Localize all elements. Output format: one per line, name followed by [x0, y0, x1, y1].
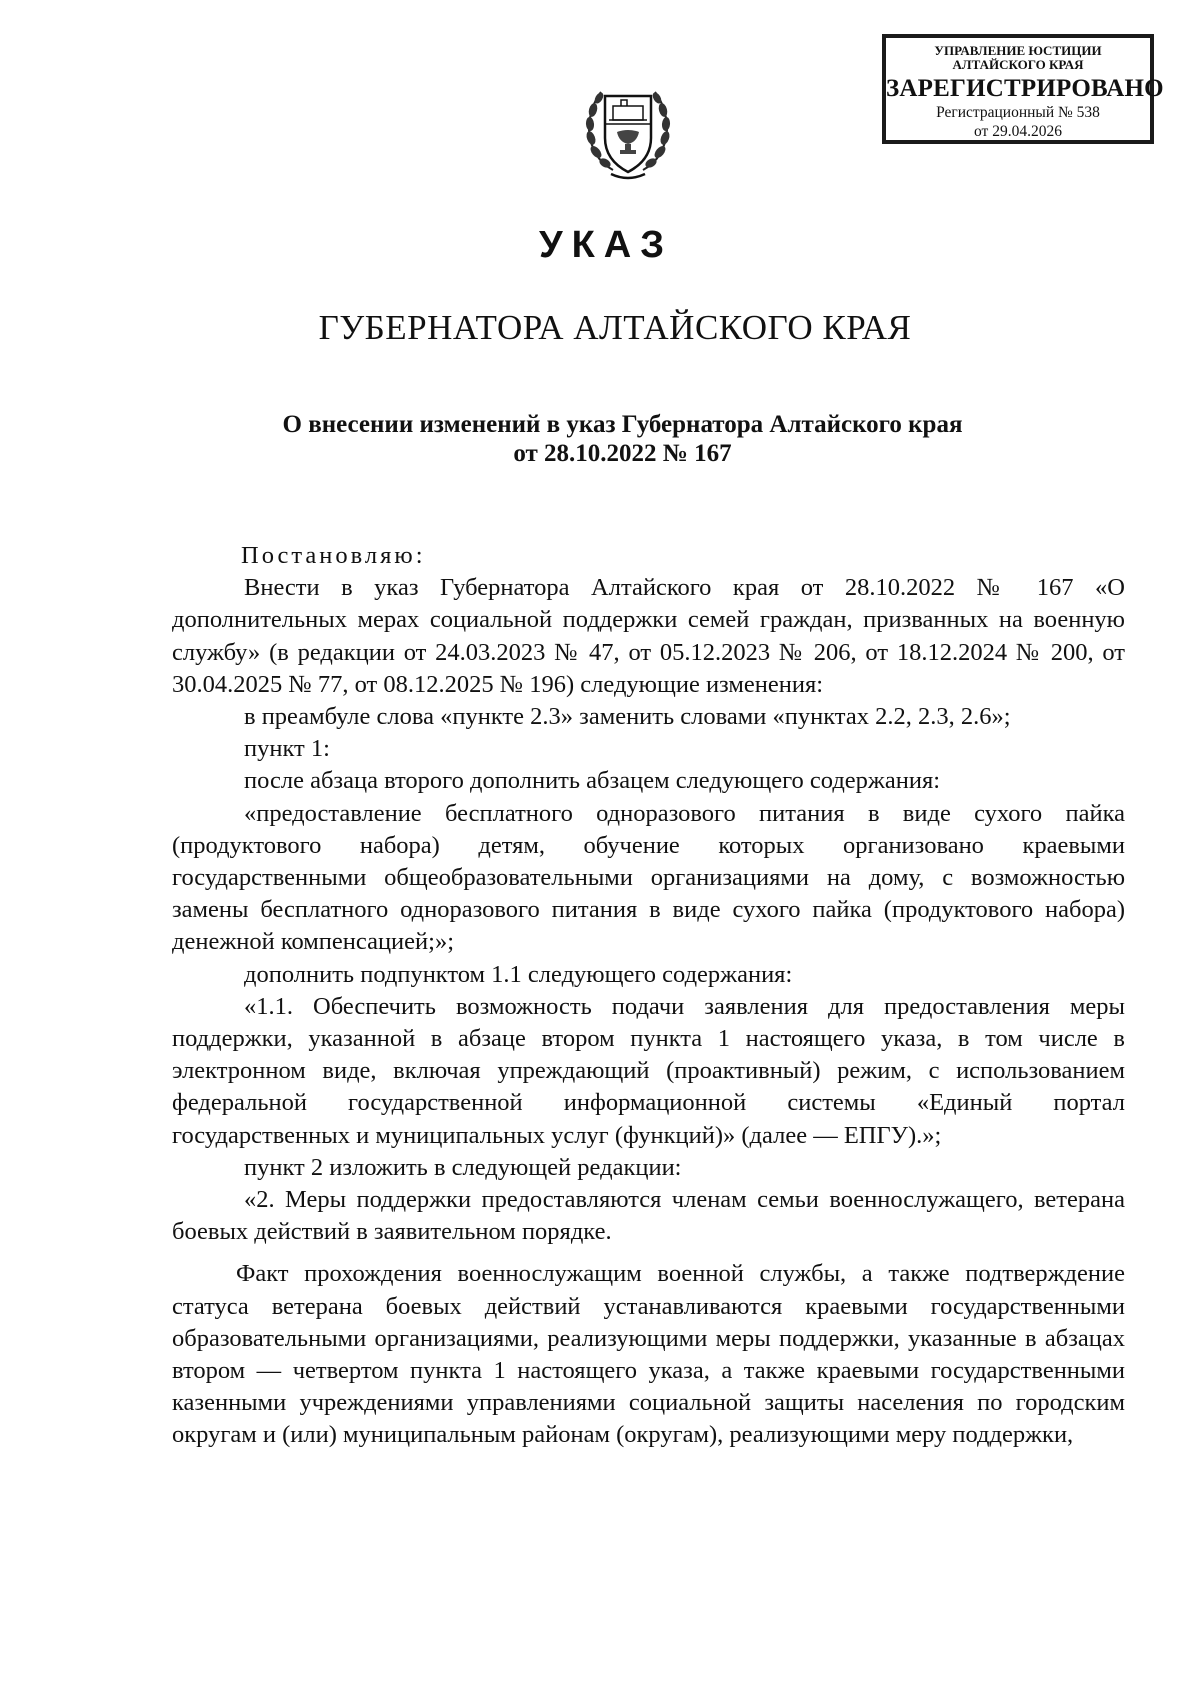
preamble-word: Постановляю:	[241, 542, 426, 569]
body-paragraph: после абзаца второго дополнить абзацем следующего содержания:	[244, 767, 941, 795]
body-paragraph: в преамбуле слова «пункте 2.3» заменить словами «пунктах 2.2, 2.3, 2.6»;	[244, 703, 1011, 731]
body-paragraph: «1.1. Обеспечить возможность подачи заявления для предоставления меры поддержки, указанной в абзаце втором пункта 1 настоящего указа, в том числе в электронном виде, включая упреждающий (проактивный) режим, с использованием федеральной государственной информационной системы «Единый портал государственных и муниципальных услуг (функций)» (далее — ЕПГУ).»;	[172, 992, 1125, 1149]
stamp-status: ЗАРЕГИСТРИРОВАНО	[886, 75, 1164, 102]
body-paragraph: пункт 1:	[244, 735, 330, 763]
stamp-agency	[886, 44, 1150, 72]
body-paragraph: «предоставление бесплатного одноразового питания в виде сухого пайка (продуктового набора) детям, обучение которых организовано краевыми государственными общеобразовательными организациями на дому, с возможностью замены бесплатного одноразового питания в виде сухого пайка (продуктового набора) денежной компенсацией;»;	[172, 799, 1125, 956]
body-paragraph: «2. Меры поддержки предоставляются членам семьи военнослужащего, ветерана боевых действий в заявительном порядке.	[172, 1186, 1125, 1246]
body-paragraph: дополнить подпунктом 1.1 следующего содержания:	[244, 960, 793, 988]
document-subject	[0, 410, 1200, 468]
document-issuer: ГУБЕРНАТОРА АЛТАЙСКОГО КРАЯ	[318, 308, 912, 347]
body-paragraph: Внести в указ Губернатора Алтайского края от 28.10.2022 № 167 «О дополнительных мерах социальной поддержки семей граждан, призванных на военную службу» (в редакции от 24.03.2023 № 47, от 05.12.2023 № 206, от 18.12.2024 № 200, от 30.04.2025 № 77, от 08.12.2025 № 196) следующие изменения:	[172, 574, 1125, 698]
body-paragraph: пункт 2 изложить в следующей редакции:	[244, 1153, 682, 1181]
subject-line-1: О внесении изменений в указ Губернатора Алтайского края	[282, 411, 963, 438]
stamp-agency-line1: УПРАВЛЕНИЕ ЮСТИЦИИ	[934, 43, 1102, 58]
stamp-reg-number: Регистрационный № 538	[936, 104, 1100, 121]
subject-line-2: от 28.10.2022 № 167	[513, 440, 732, 467]
registration-stamp	[882, 34, 1164, 144]
body-paragraph: Факт прохождения военнослужащим военной службы, а также подтверждение статуса ветерана боевых действий устанавливаются краевыми государственными образовательными организациями, реализующими меры поддержки, указанные в абзацах втором — четвертом пункта 1 настоящего указа, а также краевыми государственными казенными учреждениями управлениями социальной защиты населения по городским округам и (или) муниципальным районам (округам), реализующими меру поддержки,	[172, 1260, 1125, 1449]
stamp-reg-date: от 29.04.2026	[974, 123, 1062, 140]
document-type: УКАЗ	[538, 224, 674, 266]
document-body	[172, 540, 1125, 1452]
coat-of-arms-icon	[583, 78, 673, 186]
stamp-agency-line2: АЛТАЙСКОГО КРАЯ	[952, 57, 1084, 72]
